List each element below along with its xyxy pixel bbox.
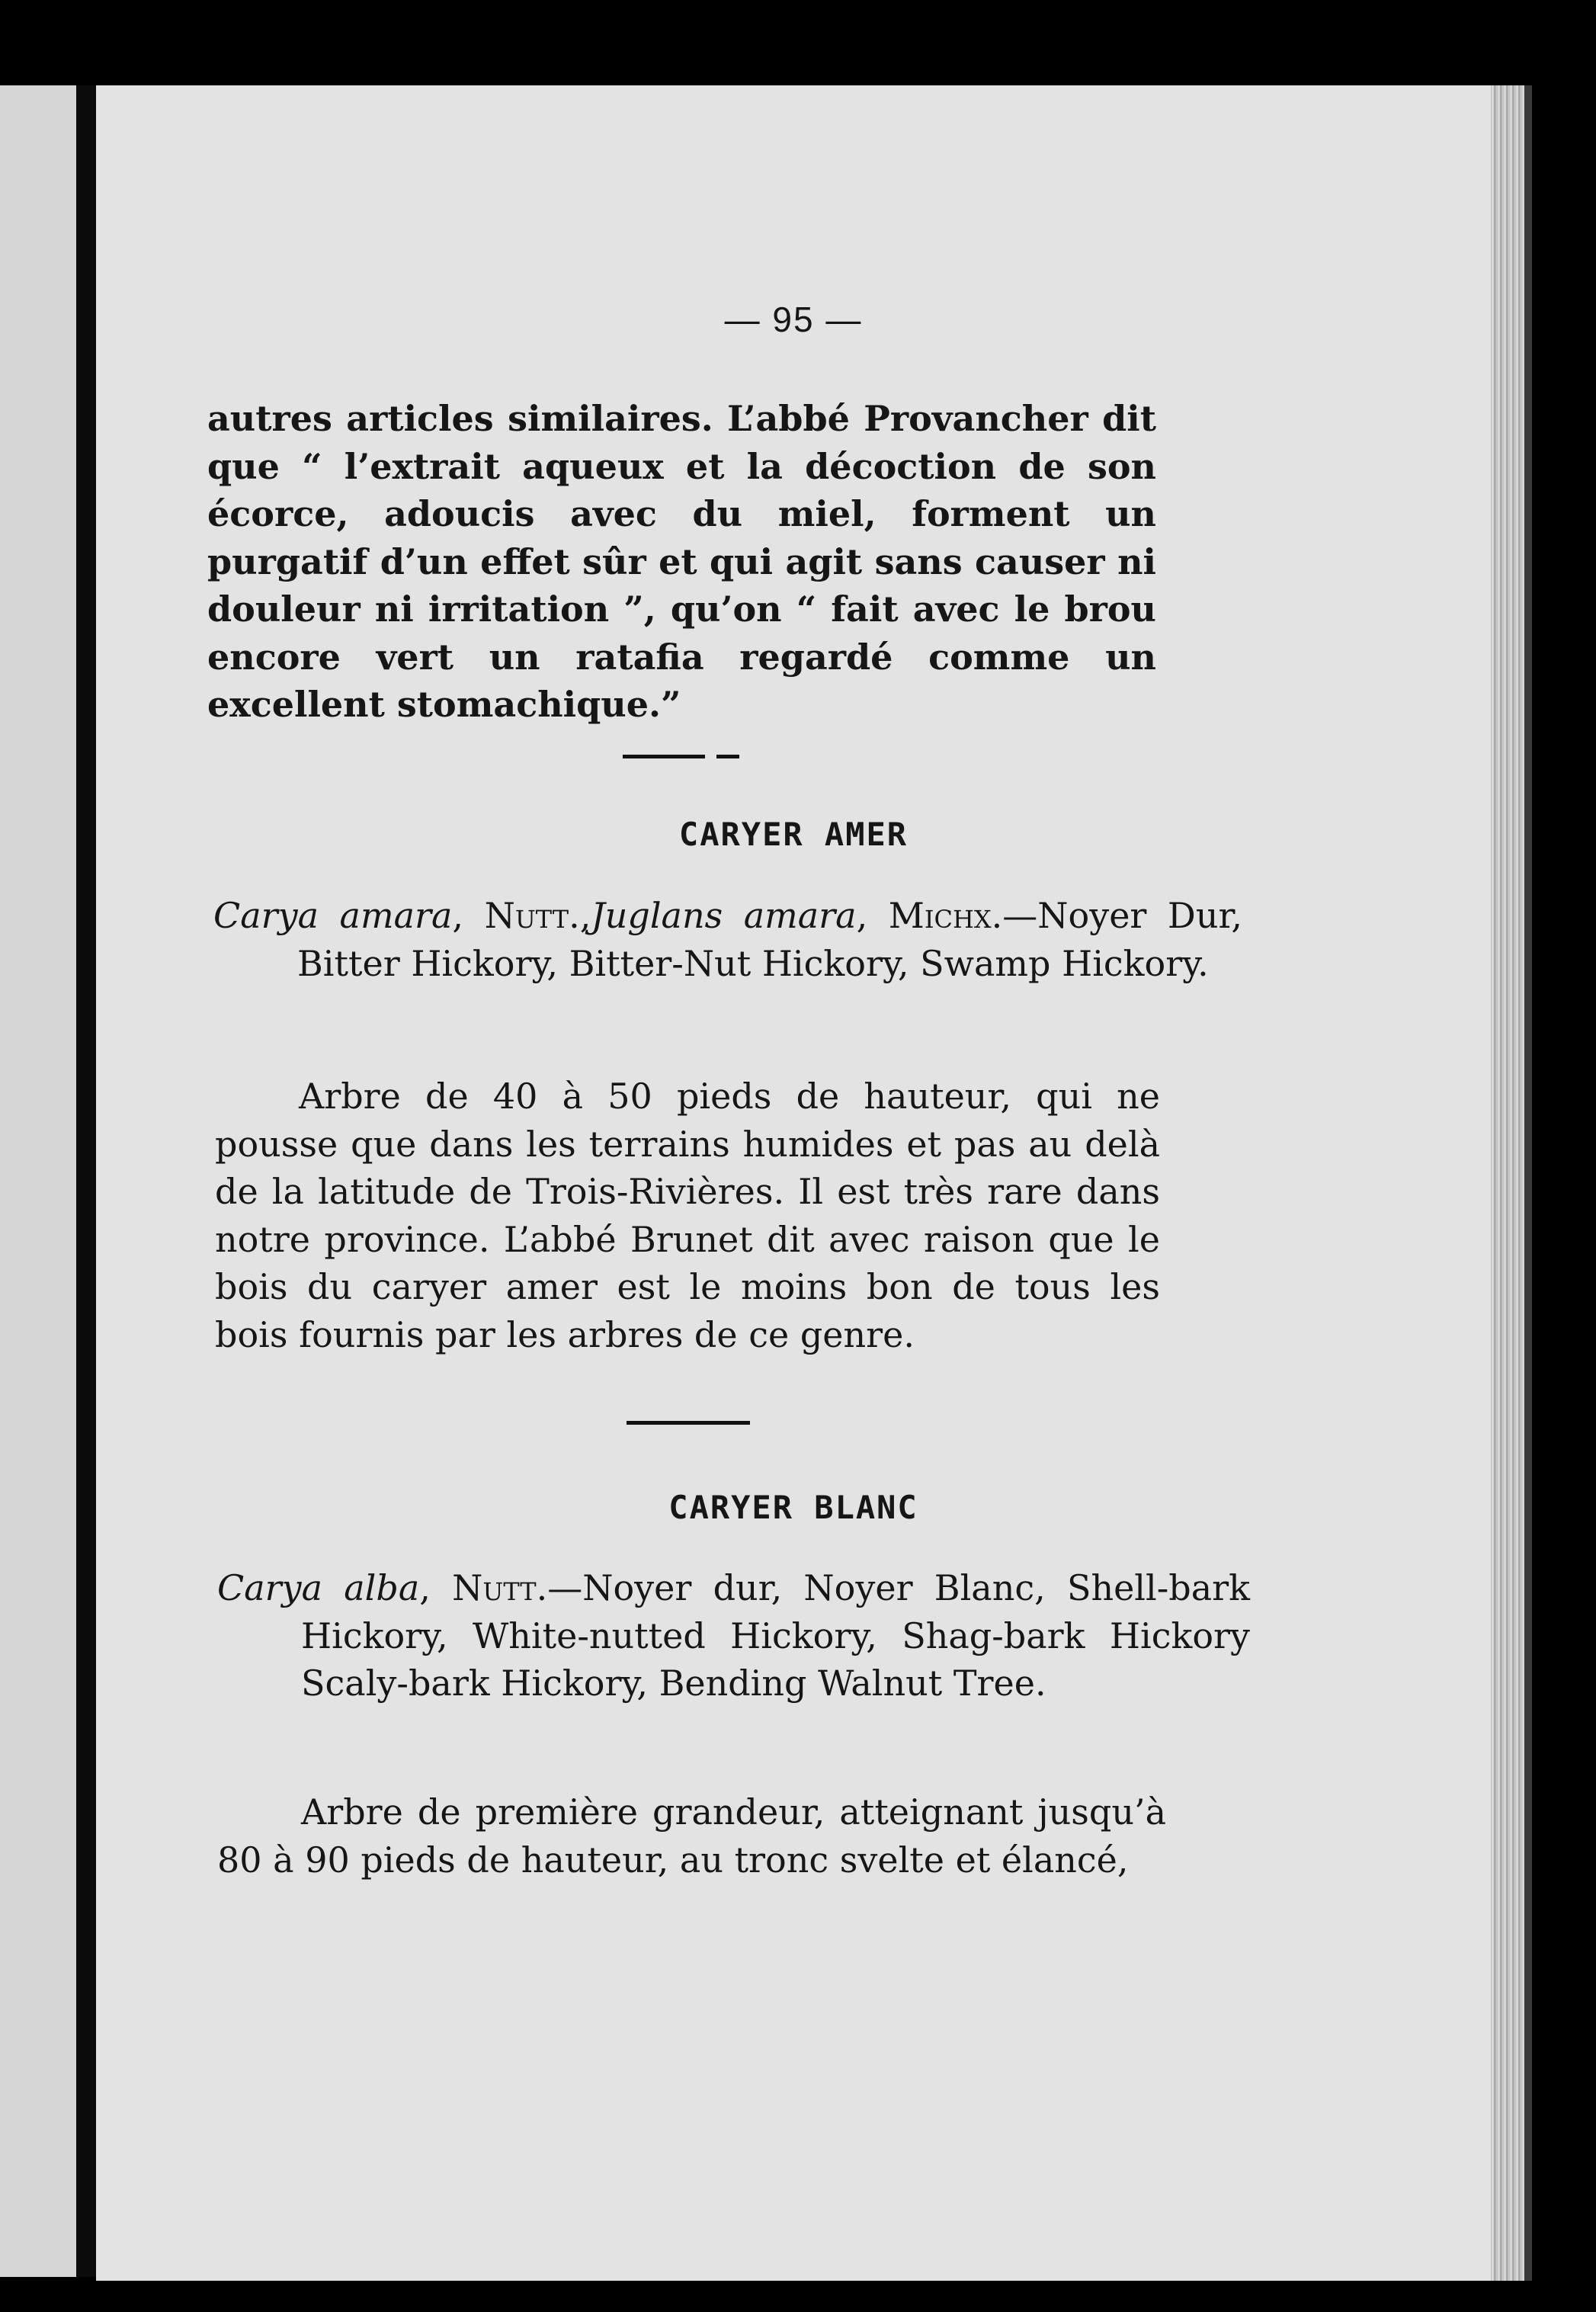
section-divider — [627, 1421, 750, 1425]
section-divider-dash — [716, 755, 739, 758]
page-stack-edge — [1491, 85, 1524, 2281]
facing-page-edge — [0, 85, 76, 2277]
common-names: —Noyer Dur, Bitter Hickory, Bitter-Nut Hickory, Swamp Hickory. — [297, 895, 1242, 984]
page-edge-shadow — [1524, 85, 1532, 2281]
latin-name: Carya amara — [213, 895, 453, 936]
description-paragraph: Arbre de 40 à 50 pieds de hauteur, qui ne pousse que dans les terrains humides et pas au delà de la latitude de Trois-Rivières. Il est très rare dans notre province. L’abbé Brunet dit avec raison que le bois du caryer amer est le moins bon de tous les bois fournis par les arbres de ce genre. — [215, 1076, 1160, 1355]
description-paragraph: Arbre de première grandeur, atteignant jusqu’à 80 à 90 pieds de hauteur, au tronc svelte et élancé, — [217, 1791, 1166, 1881]
section-heading-caryer-blanc: CARYER BLANC — [668, 1489, 918, 1526]
species-entry-caryer-amer: Carya amara, Nutt.,Juglans amara, Michx.—Noyer Dur, Bitter Hickory, Bitter-Nut Hickory, Swamp Hickory. — [213, 895, 1242, 984]
author-abbrev: Nutt. — [452, 1567, 548, 1608]
latin-name: Carya alba — [217, 1567, 420, 1608]
author-abbrev: Nutt. — [484, 895, 580, 936]
species-entry-caryer-blanc: Carya alba, Nutt.—Noyer dur, Noyer Blanc, Shell-bark Hickory, White-nutted Hickory, Shag-bark Hickory Scaly-bark Hickory, Bending Walnut Tree. — [217, 1567, 1251, 1704]
synonym-name: Juglans amara — [591, 895, 857, 936]
book-spine — [76, 85, 96, 2277]
common-names: —Noyer dur, Noyer Blanc, Shell-bark Hickory, White-nutted Hickory, Shag-bark Hickory Scaly-bark Hickory, Bending Walnut Tree. — [301, 1567, 1251, 1704]
section-divider — [623, 755, 705, 758]
page-number: — 95 — — [724, 300, 863, 339]
section-heading-caryer-amer: CARYER AMER — [678, 816, 909, 853]
author-abbrev: Michx. — [888, 895, 1003, 936]
intro-paragraph: autres articles similaires. L’abbé Provancher dit que “ l’extrait aqueux et la décoction de son écorce, adoucis avec du miel, forment un purgatif d’un effet sûr et qui agit sans causer ni douleur ni irritation ”, qu’on “ fait avec le brou encore vert un ratafia regardé comme un excellent stomachique.” — [207, 398, 1156, 725]
